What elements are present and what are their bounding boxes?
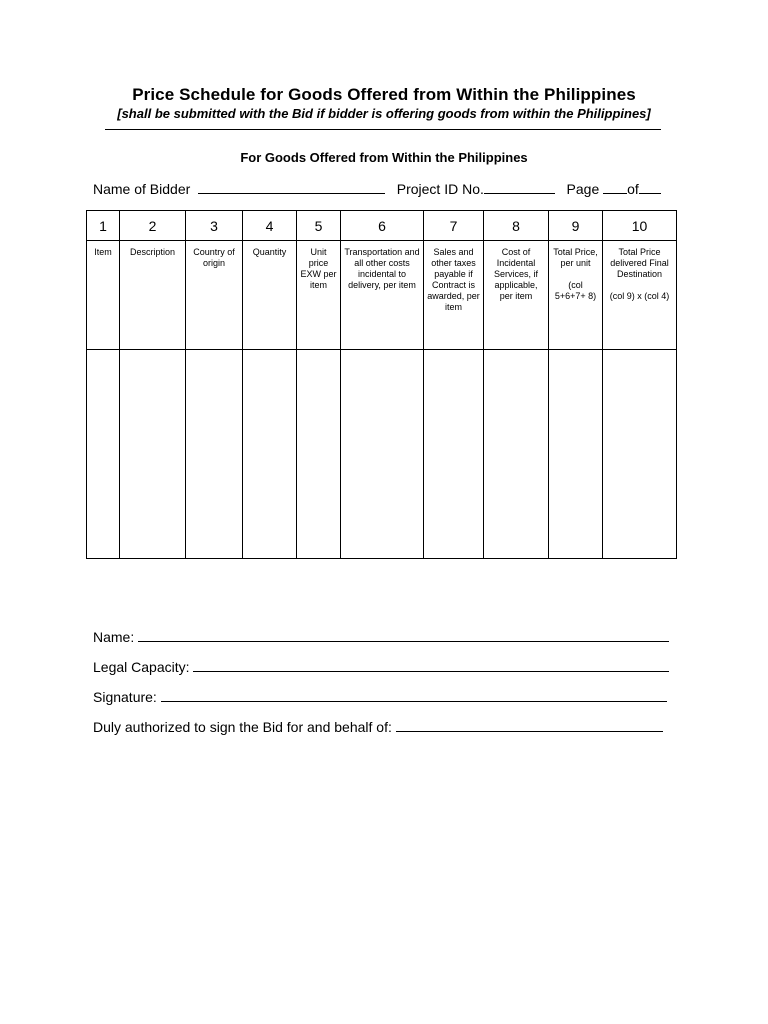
column-number: 3 <box>186 211 243 241</box>
signatory-name-line <box>93 628 669 645</box>
column-header-text: Item <box>94 247 112 257</box>
bidder-name-label: Name of Bidder <box>93 181 191 197</box>
legal-capacity-field[interactable] <box>193 658 669 672</box>
document-title: Price Schedule for Goods Offered from Within the Philippines <box>132 85 636 104</box>
column-header-text: Sales and other taxes payable if Contract is awarded, per item <box>427 247 480 312</box>
column-header-total-delivered <box>603 241 677 350</box>
column-number: 1 <box>87 211 120 241</box>
column-number: 6 <box>341 211 424 241</box>
legal-capacity-label: Legal Capacity: <box>93 659 190 675</box>
page-label: Page <box>566 181 600 197</box>
column-header-text: Quantity <box>252 247 287 257</box>
column-header-item <box>87 241 120 350</box>
separator-rule <box>105 129 661 130</box>
column-header-text: Transportation and all other costs incidental to delivery, per item <box>344 247 420 290</box>
column-header-text: Unit price EXW per item <box>300 247 337 290</box>
bidder-info-line <box>93 179 661 197</box>
table-cell[interactable] <box>87 350 120 559</box>
signature-field[interactable] <box>161 688 667 702</box>
authorized-line <box>93 718 663 735</box>
legal-capacity-line <box>93 658 669 675</box>
table-cell[interactable] <box>297 350 341 559</box>
authorized-field[interactable] <box>396 718 663 732</box>
table-cell[interactable] <box>186 350 243 559</box>
signature-label: Signature: <box>93 689 157 705</box>
table-cell[interactable] <box>120 350 186 559</box>
signature-line <box>93 688 667 705</box>
price-schedule-table <box>86 210 677 559</box>
table-cell[interactable] <box>484 350 549 559</box>
column-header-unit-price <box>297 241 341 350</box>
column-header-text: Description <box>129 247 176 257</box>
column-number: 8 <box>484 211 549 241</box>
column-header-quantity <box>243 241 297 350</box>
column-number: 10 <box>603 211 677 241</box>
project-id-field[interactable] <box>484 179 555 194</box>
column-number-row <box>87 211 677 241</box>
page-total-field[interactable] <box>639 179 661 194</box>
column-number: 7 <box>424 211 484 241</box>
column-number: 4 <box>243 211 297 241</box>
column-number: 9 <box>549 211 603 241</box>
column-header-text: Country of origin <box>193 247 235 268</box>
table-cell[interactable] <box>243 350 297 559</box>
of-label: of <box>627 181 639 197</box>
signatory-name-field[interactable] <box>138 628 669 642</box>
column-header-transportation <box>341 241 424 350</box>
column-header-country <box>186 241 243 350</box>
column-number: 2 <box>120 211 186 241</box>
page-number-field[interactable] <box>603 179 627 194</box>
column-number: 5 <box>297 211 341 241</box>
column-header-incidental <box>484 241 549 350</box>
column-header-total-unit <box>549 241 603 350</box>
column-header-description <box>120 241 186 350</box>
table-entry-row <box>87 350 677 559</box>
column-header-taxes <box>424 241 484 350</box>
column-header-text: Total Price delivered Final Destination (col 9) x (col 4) <box>609 247 670 301</box>
column-header-text: Cost of Incidental Services, if applicable, per item <box>493 247 538 301</box>
document-subtitle: [shall be submitted with the Bid if bidder is offering goods from within the Philippines] <box>117 106 651 121</box>
bidder-name-field[interactable] <box>198 179 385 194</box>
table-cell[interactable] <box>341 350 424 559</box>
column-header-row <box>87 241 677 350</box>
project-id-label: Project ID No. <box>396 181 484 197</box>
section-title: For Goods Offered from Within the Philippines <box>240 150 528 165</box>
table-cell[interactable] <box>549 350 603 559</box>
signatory-name-label: Name: <box>93 629 135 645</box>
authorized-label: Duly authorized to sign the Bid for and behalf of: <box>93 719 392 735</box>
column-header-text: Total Price, per unit (col 5+6+7+ 8) <box>553 247 598 301</box>
table-cell[interactable] <box>424 350 484 559</box>
table-cell[interactable] <box>603 350 677 559</box>
